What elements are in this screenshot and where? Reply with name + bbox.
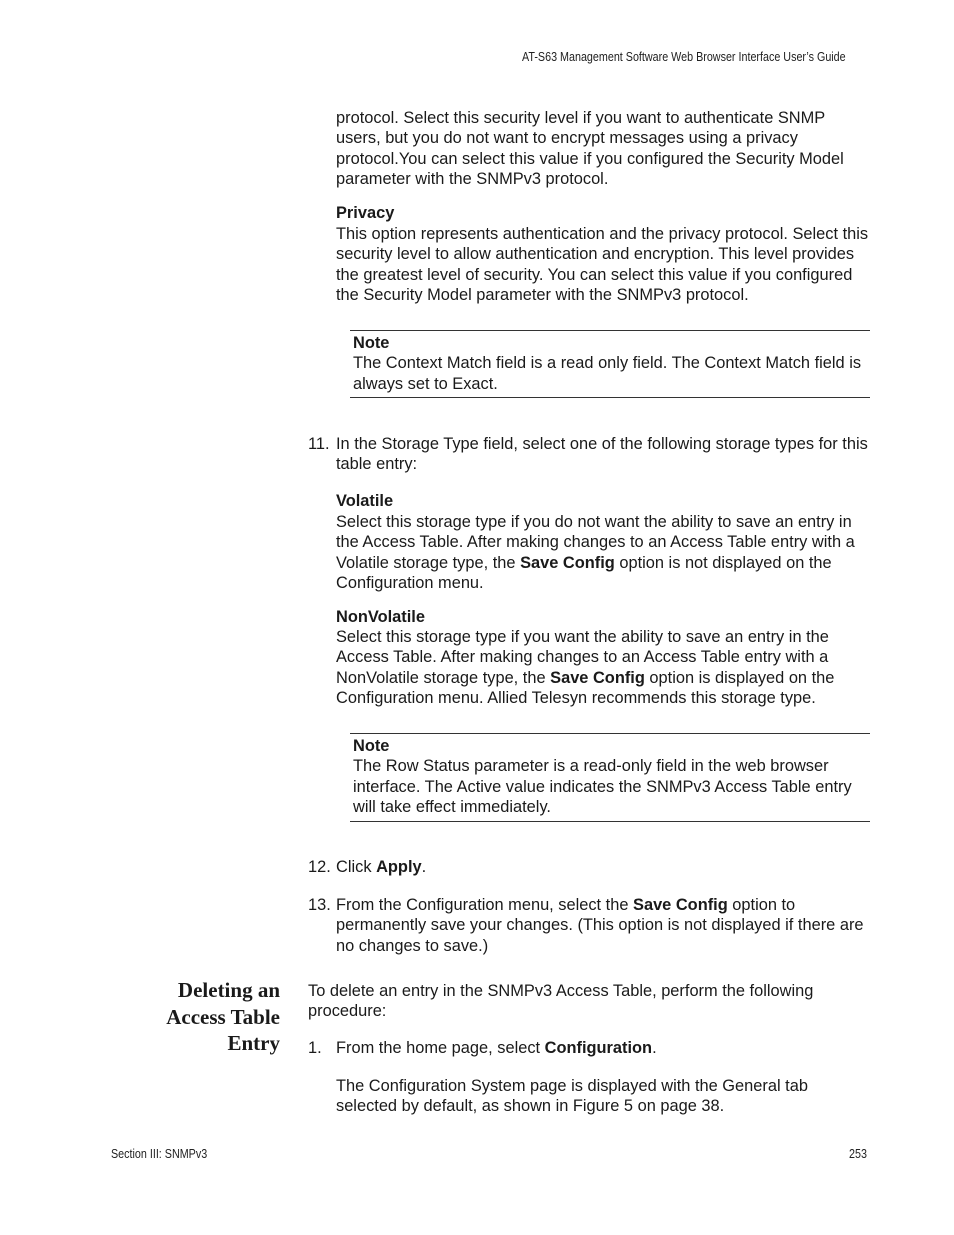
- step-1-text: From the home page, select Configuration.: [336, 1039, 657, 1057]
- save-config-term: Save Config: [633, 896, 728, 914]
- step-12-text: Click Apply.: [336, 858, 427, 876]
- step-number: 13.: [308, 896, 331, 914]
- apply-term: Apply: [376, 858, 422, 876]
- step-number: 1.: [308, 1039, 322, 1057]
- nonvolatile-heading: NonVolatile: [336, 608, 425, 626]
- running-header: AT-S63 Management Software Web Browser Interface User’s Guide: [522, 50, 846, 64]
- step-1-followup: The Configuration System page is displayed with the General tab selected by default, as shown in Figure 5 on page 38.: [336, 1077, 808, 1116]
- configuration-term: Configuration: [544, 1039, 653, 1057]
- note-label: Note: [353, 737, 390, 755]
- page-number: 253: [849, 1147, 867, 1161]
- section-intro: To delete an entry in the SNMPv3 Access Table, perform the following procedure:: [308, 982, 814, 1021]
- step-13-text: From the Configuration menu, select the Save Config option to permanently save your changes. (This option is not displayed if there are no changes to save.): [336, 896, 864, 955]
- volatile-heading: Volatile: [336, 492, 394, 510]
- note-text: The Context Match field is a read only field. The Context Match field is always set to Exact.: [353, 354, 862, 393]
- note-row-status: [350, 733, 870, 822]
- note-text: The Row Status parameter is a read-only field in the web browser interface. The Active value indicates the SNMPv3 Access Table entry will take effect immediately.: [353, 757, 852, 816]
- intro-paragraph: protocol. Select this security level if you want to authenticate SNMP users, but you do not want to encrypt messages using a privacy protocol.You can select this value if you configured the Security Model parameter with the SNMPv3 protocol.: [336, 109, 844, 188]
- footer-section: Section III: SNMPv3: [111, 1147, 208, 1161]
- privacy-heading: Privacy: [336, 204, 395, 222]
- note-context-match: [350, 330, 870, 398]
- save-config-term: Save Config: [550, 668, 645, 687]
- step-number: 12.: [308, 858, 331, 876]
- volatile-description: Select this storage type if you do not want the ability to save an entry in the Access Table. After making changes to an Access Table entry with a Volatile storage type, the Save Config option is not displayed on the Configuration menu.: [336, 513, 855, 592]
- privacy-description: This option represents authentication and the privacy protocol. Select this security level to allow authentication and encryption. This level provides the greatest level of security. You can select this value if you configured the Security Model parameter with the SNMPv3 protocol.: [336, 225, 869, 304]
- nonvolatile-description: Select this storage type if you want the ability to save an entry in the Access Table. After making changes to an Access Table entry with a NonVolatile storage type, the Save Config option is displayed on the Configuration menu. Allied Telesyn recommends this storage type.: [336, 628, 835, 707]
- step-11-text: In the Storage Type field, select one of the following storage types for this table entry:: [336, 435, 868, 474]
- note-label: Note: [353, 334, 390, 352]
- section-heading: Deleting an Access Table Entry: [166, 978, 280, 1055]
- save-config-term: Save Config: [520, 553, 615, 572]
- step-number: 11.: [308, 435, 330, 453]
